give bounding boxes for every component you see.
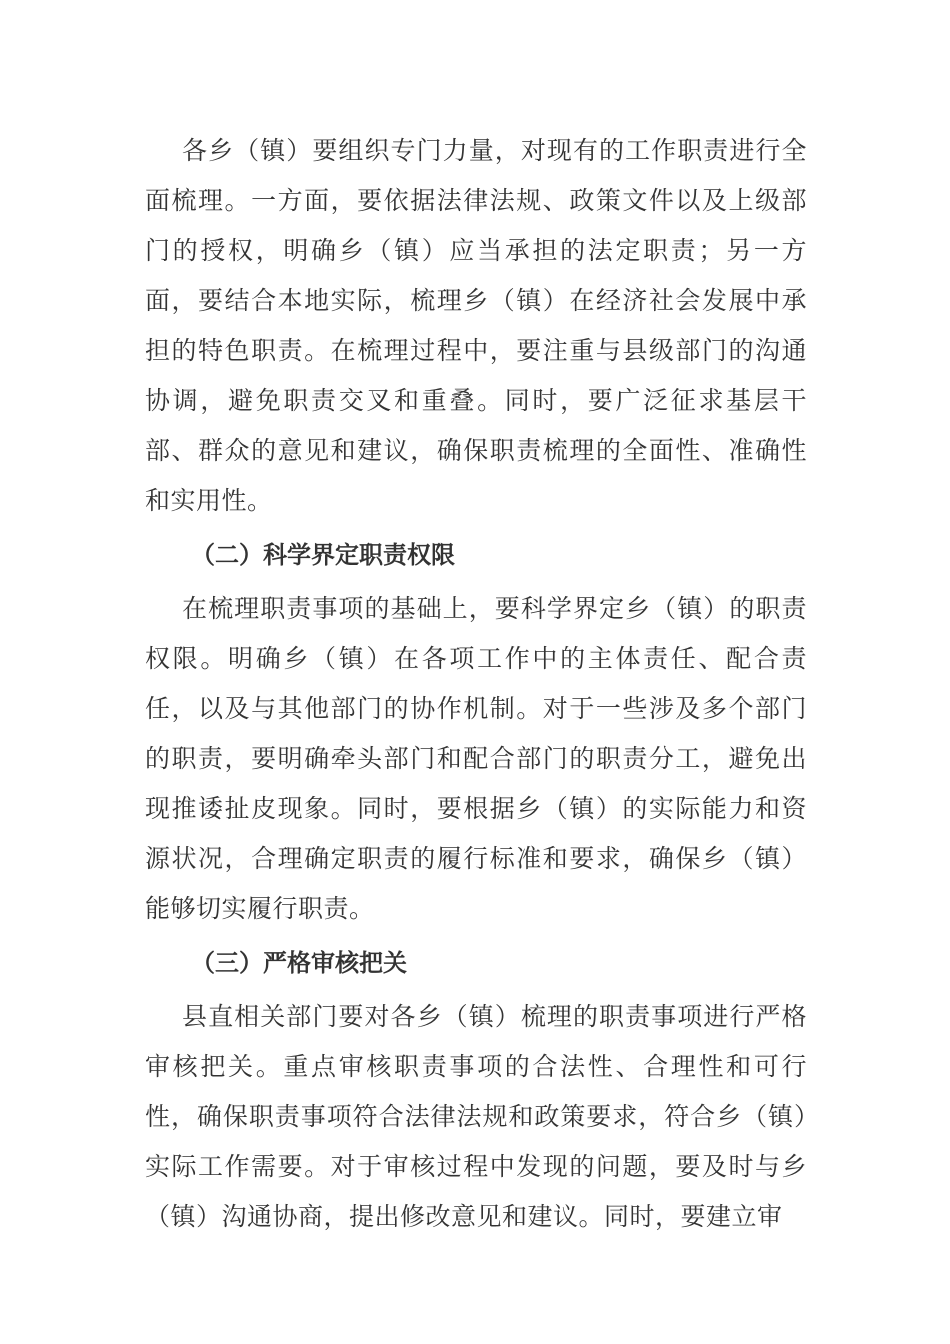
section-heading: （二）科学界定职责权限 (191, 541, 455, 569)
document-body (145, 126, 807, 1242)
body-paragraph: 各乡（镇）要组织专门力量，对现有的工作职责进行全面梳理。一方面，要依据法律法规、政策文件以及上级部门的授权，明确乡（镇）应当承担的法定职责；另一方面，要结合本地实际，梳理乡（镇）在经济社会发展中承担的特色职责。在梳理过程中，要注重与县级部门的沟通协调，避免职责交叉和重叠。同时，要广泛征求基层干部、群众的意见和建议，确保职责梳理的全面性、准确性和实用性。 (145, 136, 807, 515)
section-heading: （三）严格审核把关 (191, 949, 407, 977)
body-paragraph: 在梳理职责事项的基础上，要科学界定乡（镇）的职责权限。明确乡（镇）在各项工作中的主体责任、配合责任，以及与其他部门的协作机制。对于一些涉及多个部门的职责，要明确牵头部门和配合部门的职责分工，避免出现推诿扯皮现象。同时，要根据乡（镇）的实际能力和资源状况，合理确定职责的履行标准和要求，确保乡（镇）能够切实履行职责。 (145, 594, 807, 923)
body-paragraph: 县直相关部门要对各乡（镇）梳理的职责事项进行严格审核把关。重点审核职责事项的合法性、合理性和可行性，确保职责事项符合法律法规和政策要求，符合乡（镇）实际工作需要。对于审核过程中发现的问题，要及时与乡（镇）沟通协商，提出修改意见和建议。同时，要建立审 (145, 1002, 807, 1231)
